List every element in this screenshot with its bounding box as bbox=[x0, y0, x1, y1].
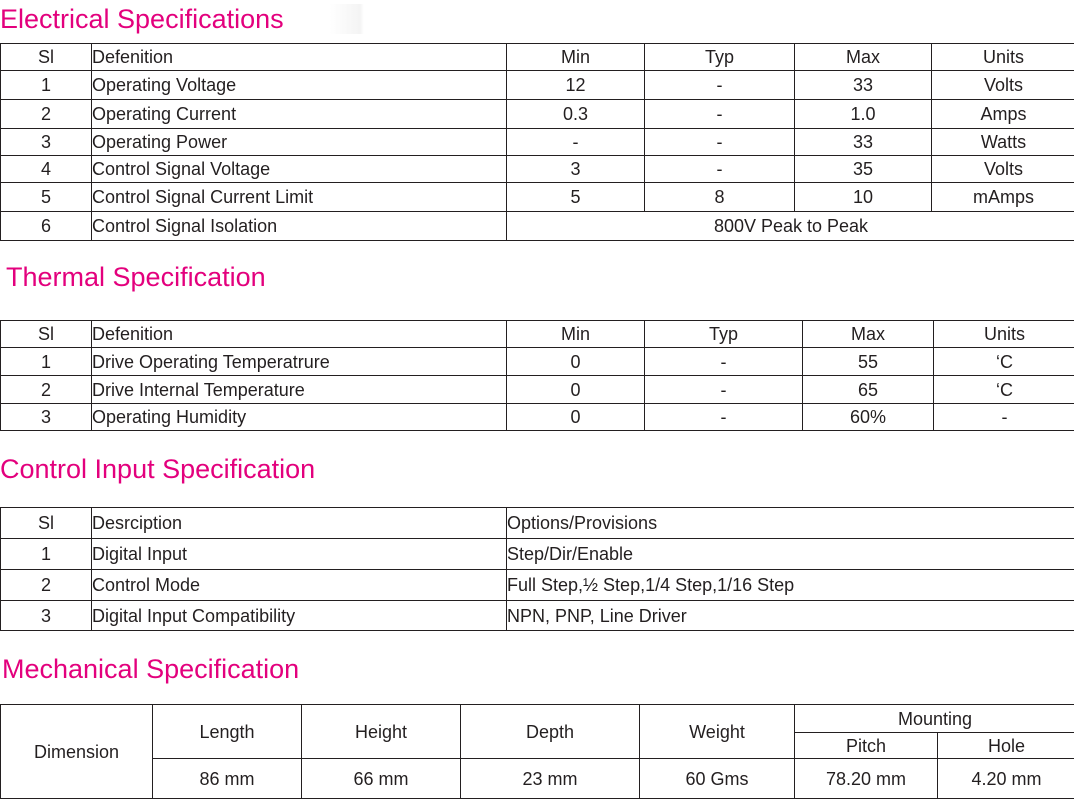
description-cell: Digital Input bbox=[92, 539, 507, 570]
header-mounting: Mounting bbox=[795, 705, 1074, 733]
typ-cell: - bbox=[645, 71, 795, 100]
table-row bbox=[1, 183, 1074, 212]
sl-cell: 5 bbox=[1, 183, 92, 212]
header-units: Units bbox=[932, 44, 1074, 71]
table-row bbox=[1, 129, 1074, 156]
weight-value: 60 Gms bbox=[640, 759, 795, 799]
units-cell: Volts bbox=[932, 71, 1074, 100]
sl-cell: 3 bbox=[1, 404, 92, 431]
table-row bbox=[1, 212, 1074, 241]
header-typ: Typ bbox=[645, 44, 795, 71]
options-cell: Full Step,½ Step,1/4 Step,1/16 Step bbox=[507, 570, 1074, 601]
table-header-row bbox=[1, 321, 1074, 348]
table-row bbox=[1, 71, 1074, 100]
definition-cell: Operating Humidity bbox=[92, 404, 507, 431]
sl-cell: 1 bbox=[1, 71, 92, 100]
max-cell: 65 bbox=[803, 376, 934, 404]
dimension-label: Dimension bbox=[1, 705, 153, 799]
table-row bbox=[1, 539, 1074, 570]
electrical-table bbox=[0, 43, 1074, 241]
table-row bbox=[1, 348, 1074, 376]
typ-cell: - bbox=[645, 156, 795, 183]
sl-cell: 1 bbox=[1, 348, 92, 376]
header-definition: Defenition bbox=[92, 321, 507, 348]
max-cell: 33 bbox=[795, 129, 932, 156]
min-cell: 12 bbox=[507, 71, 645, 100]
typ-cell: 8 bbox=[645, 183, 795, 212]
definition-cell: Control Signal Isolation bbox=[92, 212, 507, 241]
units-cell: ‘C bbox=[934, 348, 1074, 376]
control-table bbox=[0, 507, 1074, 631]
max-cell: 35 bbox=[795, 156, 932, 183]
definition-cell: Operating Current bbox=[92, 100, 507, 129]
table-header-row bbox=[1, 44, 1074, 71]
table-row bbox=[1, 376, 1074, 404]
header-length: Length bbox=[153, 705, 302, 759]
typ-cell: - bbox=[645, 129, 795, 156]
typ-cell: - bbox=[645, 404, 803, 431]
header-typ: Typ bbox=[645, 321, 803, 348]
header-weight: Weight bbox=[640, 705, 795, 759]
header-min: Min bbox=[507, 321, 645, 348]
electrical-title: Electrical Specifications bbox=[0, 4, 364, 34]
max-cell: 60% bbox=[803, 404, 934, 431]
definition-cell: Drive Internal Temperature bbox=[92, 376, 507, 404]
max-cell: 33 bbox=[795, 71, 932, 100]
min-cell: 0 bbox=[507, 404, 645, 431]
description-cell: Digital Input Compatibility bbox=[92, 601, 507, 631]
sl-cell: 2 bbox=[1, 376, 92, 404]
min-cell: 0.3 bbox=[507, 100, 645, 129]
table-row bbox=[1, 601, 1074, 631]
sl-cell: 6 bbox=[1, 212, 92, 241]
header-max: Max bbox=[795, 44, 932, 71]
table-row bbox=[1, 156, 1074, 183]
header-sl: Sl bbox=[1, 508, 92, 539]
typ-cell: - bbox=[645, 100, 795, 129]
header-depth: Depth bbox=[461, 705, 640, 759]
pitch-value: 78.20 mm bbox=[795, 759, 938, 799]
options-cell: NPN, PNP, Line Driver bbox=[507, 601, 1074, 631]
length-value: 86 mm bbox=[153, 759, 302, 799]
header-sl: Sl bbox=[1, 44, 92, 71]
definition-cell: Control Signal Current Limit bbox=[92, 183, 507, 212]
units-cell: - bbox=[934, 404, 1074, 431]
options-cell: Step/Dir/Enable bbox=[507, 539, 1074, 570]
header-definition: Defenition bbox=[92, 44, 507, 71]
sl-cell: 3 bbox=[1, 601, 92, 631]
table-row bbox=[1, 100, 1074, 129]
description-cell: Control Mode bbox=[92, 570, 507, 601]
header-units: Units bbox=[934, 321, 1074, 348]
definition-cell: Operating Voltage bbox=[92, 71, 507, 100]
min-cell: 0 bbox=[507, 348, 645, 376]
max-cell: 55 bbox=[803, 348, 934, 376]
table-header-row bbox=[1, 705, 1074, 733]
control-title: Control Input Specification bbox=[0, 454, 316, 484]
min-cell: 3 bbox=[507, 156, 645, 183]
mechanical-title: Mechanical Specification bbox=[2, 654, 300, 684]
table-row bbox=[1, 404, 1074, 431]
units-cell: mAmps bbox=[932, 183, 1074, 212]
hole-value: 4.20 mm bbox=[938, 759, 1074, 799]
definition-cell: Drive Operating Temperatrure bbox=[92, 348, 507, 376]
table-header-row bbox=[1, 508, 1074, 539]
mechanical-table bbox=[0, 704, 1074, 799]
header-min: Min bbox=[507, 44, 645, 71]
sl-cell: 1 bbox=[1, 539, 92, 570]
min-cell: 0 bbox=[507, 376, 645, 404]
min-cell: 5 bbox=[507, 183, 645, 212]
units-cell: Amps bbox=[932, 100, 1074, 129]
max-cell: 1.0 bbox=[795, 100, 932, 129]
depth-value: 23 mm bbox=[461, 759, 640, 799]
sl-cell: 2 bbox=[1, 570, 92, 601]
header-options: Options/Provisions bbox=[507, 508, 1074, 539]
thermal-table bbox=[0, 320, 1074, 431]
typ-cell: - bbox=[645, 376, 803, 404]
sl-cell: 3 bbox=[1, 129, 92, 156]
units-cell: Volts bbox=[932, 156, 1074, 183]
units-cell: Watts bbox=[932, 129, 1074, 156]
header-description: Desrciption bbox=[92, 508, 507, 539]
typ-cell: - bbox=[645, 348, 803, 376]
table-row bbox=[1, 570, 1074, 601]
definition-cell: Operating Power bbox=[92, 129, 507, 156]
definition-cell: Control Signal Voltage bbox=[92, 156, 507, 183]
header-hole: Hole bbox=[938, 733, 1074, 759]
height-value: 66 mm bbox=[302, 759, 461, 799]
table-row bbox=[1, 759, 1074, 799]
header-pitch: Pitch bbox=[795, 733, 938, 759]
isolation-value-cell: 800V Peak to Peak bbox=[507, 212, 1074, 241]
min-cell: - bbox=[507, 129, 645, 156]
thermal-title: Thermal Specification bbox=[6, 262, 266, 292]
sl-cell: 2 bbox=[1, 100, 92, 129]
header-max: Max bbox=[803, 321, 934, 348]
max-cell: 10 bbox=[795, 183, 932, 212]
header-sl: Sl bbox=[1, 321, 92, 348]
units-cell: ‘C bbox=[934, 376, 1074, 404]
sl-cell: 4 bbox=[1, 156, 92, 183]
header-height: Height bbox=[302, 705, 461, 759]
